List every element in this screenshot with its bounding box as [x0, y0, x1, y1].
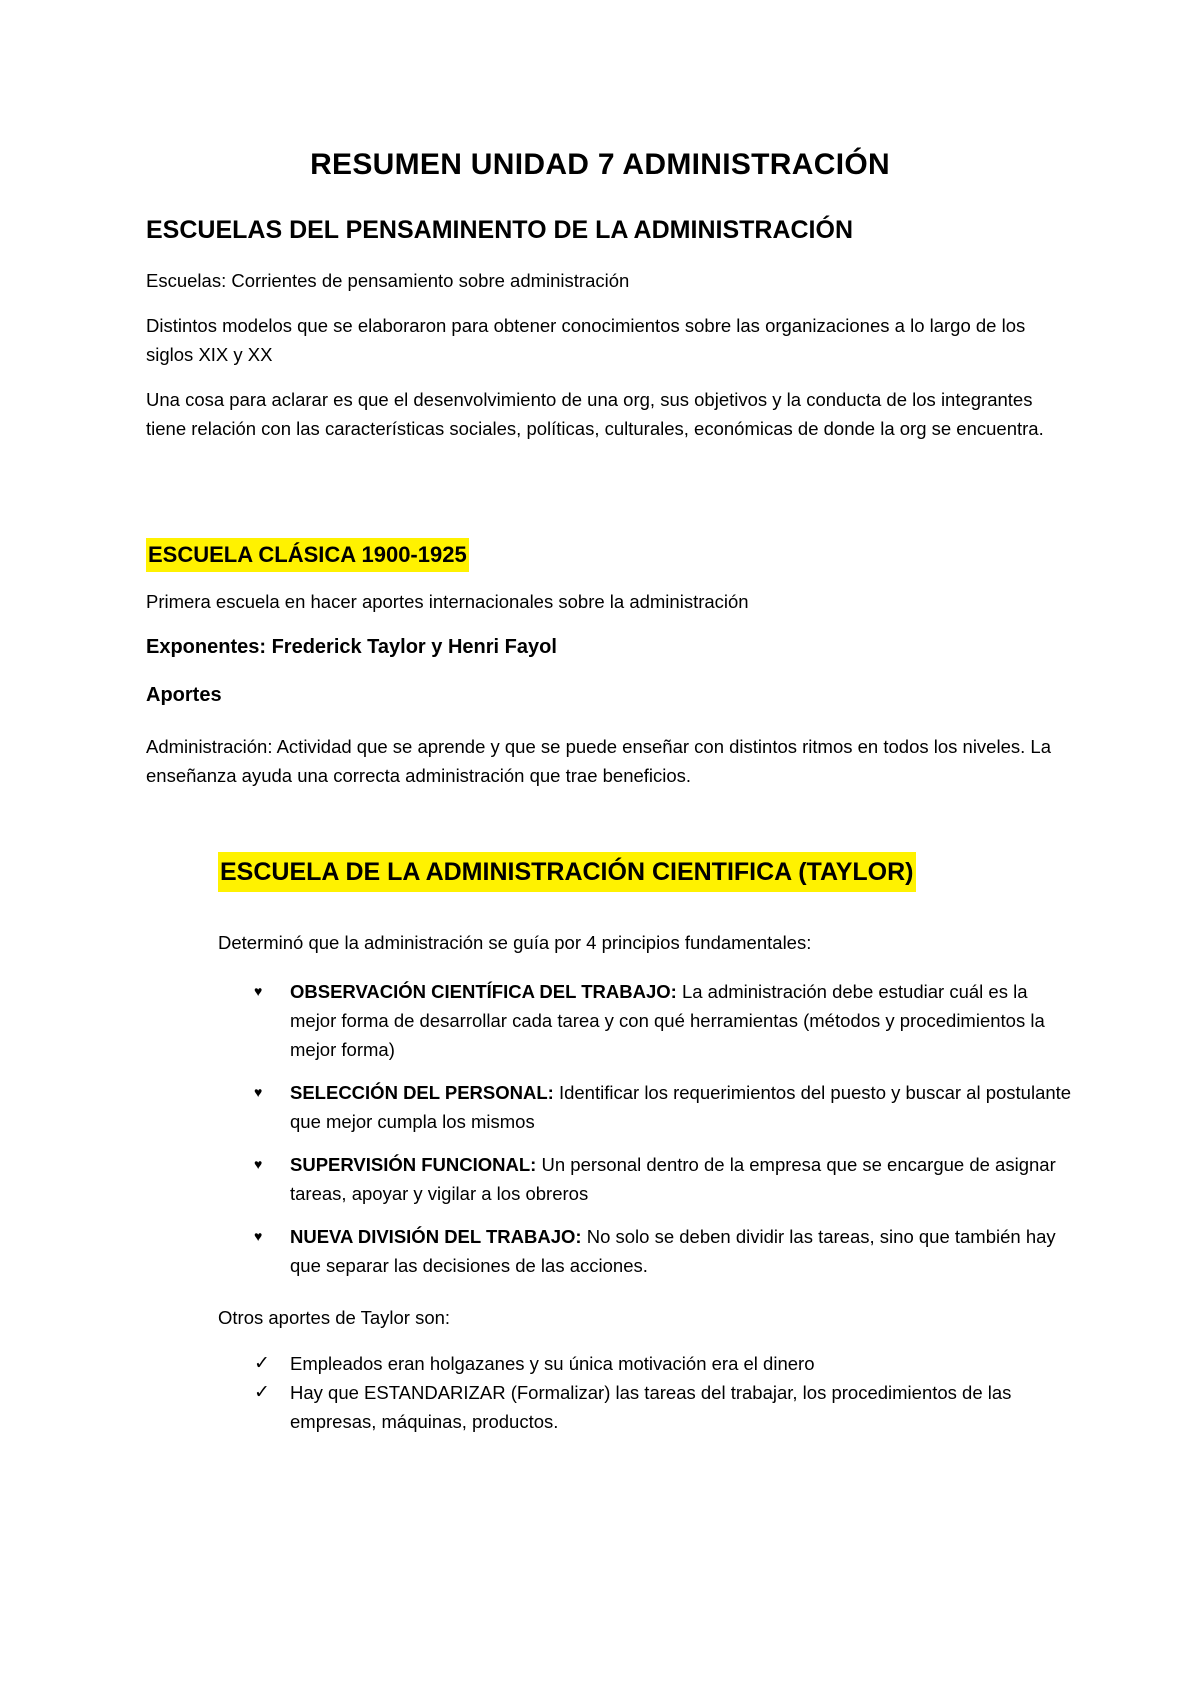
principle-term: NUEVA DIVISIÓN DEL TRABAJO: — [290, 1226, 582, 1247]
paragraph-primera-escuela: Primera escuela en hacer aportes internacionales sobre la administración — [146, 591, 749, 612]
paragraph-otros-aportes-intro: Otros aportes de Taylor son: — [218, 1307, 451, 1328]
list-item — [218, 1078, 1078, 1136]
heart-icon: ♥ — [254, 983, 263, 999]
section-heading-administracion-cientifica: ESCUELA DE LA ADMINISTRACIÓN CIENTIFICA (TAYLOR) — [218, 852, 916, 892]
paragraph-distintos-modelos: Distintos modelos que se elaboraron para obtener conocimientos sobre las organizaciones a lo largo de los siglos XIX y XX — [146, 315, 1026, 365]
heart-icon: ♥ — [254, 1228, 263, 1244]
otro-aporte-text: Hay que ESTANDARIZAR (Formalizar) las tareas del trabajar, los procedimientos de las empresas, máquinas, productos. — [290, 1382, 1012, 1432]
paragraph-aclaracion: Una cosa para aclarar es que el desenvolvimiento de una org, sus objetivos y la conducta de los integrantes tiene relación con las características sociales, políticas, culturales, económicas de donde la org se encuentra. — [146, 389, 1044, 439]
principle-term: OBSERVACIÓN CIENTÍFICA DEL TRABAJO: — [290, 981, 677, 1002]
paragraph-principios-intro: Determinó que la administración se guía por 4 principios fundamentales: — [218, 932, 812, 953]
list-item — [218, 1150, 1078, 1208]
exponentes-line: Exponentes: Frederick Taylor y Henri Fayol — [146, 636, 557, 658]
list-item — [218, 977, 1078, 1064]
list-item — [218, 1222, 1078, 1280]
principle-text: La administración debe estudiar cuál es la mejor forma de desarrollar cada tarea y con qué herramientas (métodos y procedimientos la mejor forma) — [290, 981, 1045, 1060]
page-title: RESUMEN UNIDAD 7 ADMINISTRACIÓN — [310, 148, 890, 181]
otro-aporte-text: Empleados eran holgazanes y su única motivación era el dinero — [290, 1353, 815, 1374]
section-heading-escuelas: ESCUELAS DEL PENSAMINENTO DE LA ADMINISTRACIÓN — [146, 216, 853, 244]
otros-aportes-list — [218, 1349, 1078, 1436]
list-item — [218, 1349, 1078, 1378]
principle-text: Identificar los requerimientos del puesto y buscar al postulante que mejor cumpla los mismos — [290, 1082, 1072, 1132]
heart-icon: ♥ — [254, 1084, 263, 1100]
principle-text: Un personal dentro de la empresa que se encargue de asignar tareas, apoyar y vigilar a los obreros — [290, 1154, 1056, 1204]
paragraph-escuelas-definition: Escuelas: Corrientes de pensamiento sobre administración — [146, 270, 630, 291]
principles-list — [218, 977, 1078, 1294]
heart-icon: ♥ — [254, 1156, 263, 1172]
principle-text: No solo se deben dividir las tareas, sino que también hay que separar las decisiones de las acciones. — [290, 1226, 1056, 1276]
aportes-subheading: Aportes — [146, 684, 222, 706]
check-icon: ✓ — [254, 1353, 270, 1374]
section-heading-escuela-clasica: ESCUELA CLÁSICA 1900-1925 — [146, 538, 469, 572]
principle-term: SELECCIÓN DEL PERSONAL: — [290, 1082, 554, 1103]
principle-term: SUPERVISIÓN FUNCIONAL: — [290, 1154, 537, 1175]
check-icon: ✓ — [254, 1382, 270, 1403]
paragraph-administracion-definicion: Administración: Actividad que se aprende y que se puede enseñar con distintos ritmos en todos los niveles. La enseñanza ayuda una correcta administración que trae beneficios. — [146, 736, 1051, 786]
list-item — [218, 1378, 1078, 1436]
